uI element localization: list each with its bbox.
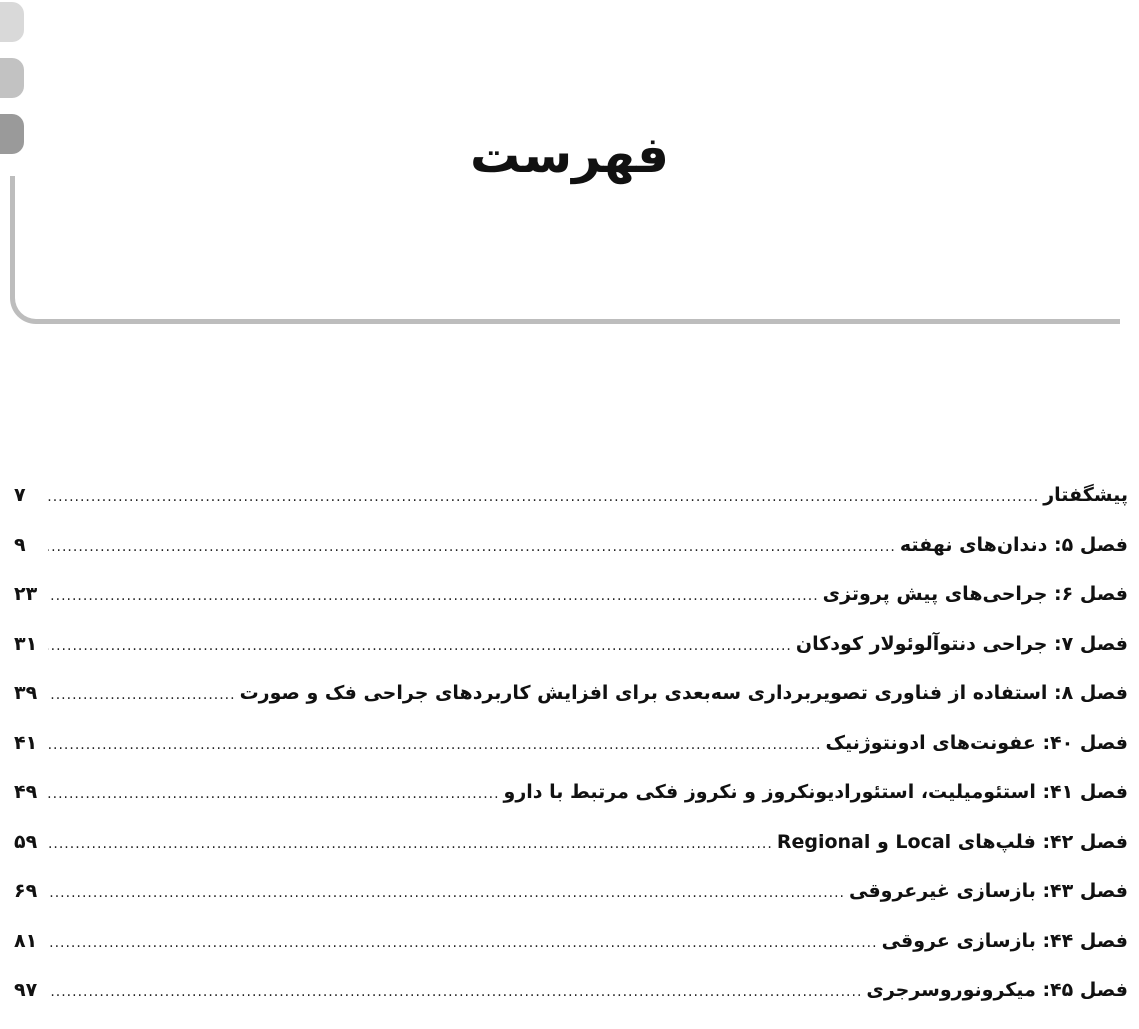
toc-page-number: ۳۱: [14, 632, 38, 655]
decorative-tab: [0, 58, 24, 98]
dot-leader: [48, 935, 878, 951]
toc-page-number: ۲۳: [14, 583, 38, 605]
toc-entry-label: فصل ۴۱: استئومیلیت، استئورادیونکروز و نکروز فکی مرتبط با دارو: [503, 781, 1128, 803]
toc-entry-label: پیشگفتار: [1043, 484, 1128, 506]
toc-entry-label: فصل ۶: جراحی‌های پیش پروتزی: [822, 583, 1128, 605]
toc-entry-label: فصل ۵: دندان‌های نهفته: [899, 533, 1128, 556]
dot-leader: [48, 885, 845, 901]
toc-entry-chapter-45[interactable]: [14, 979, 1128, 1029]
toc-page-number: ۵۹: [14, 830, 38, 853]
toc-entry-chapter-8[interactable]: [14, 682, 1128, 732]
toc-entry-chapter-6[interactable]: [14, 583, 1128, 633]
page-title: فهرست: [470, 126, 669, 184]
toc-entry-label: فصل ۴۲: فلپ‌های Local و Regional: [776, 830, 1128, 853]
toc-page-number: ۳۹: [14, 682, 38, 704]
toc-entry-label: فصل ۴۵: میکرونوروسرجری: [866, 979, 1128, 1001]
toc-entry-label: فصل ۴۴: بازسازی عروقی: [881, 929, 1128, 952]
dot-leader: [48, 836, 773, 852]
dot-leader: [48, 489, 1039, 505]
toc-entry-chapter-7[interactable]: [14, 633, 1128, 683]
toc-page-number: ۹۷: [14, 979, 38, 1001]
toc-entry-preface[interactable]: [14, 484, 1128, 534]
toc-entry-label: فصل ۴۰: عفونت‌های ادونتوژنیک: [825, 731, 1128, 754]
dot-leader: [48, 786, 500, 802]
toc-page-number: ۸۱: [14, 929, 38, 952]
dot-leader: [48, 638, 792, 654]
dot-leader: [48, 588, 819, 604]
decorative-tab: [0, 2, 24, 42]
dot-leader: [48, 737, 822, 753]
dot-leader: [48, 984, 862, 1000]
toc-page-number: ۷: [14, 484, 26, 506]
toc-page-number: ۶۹: [14, 880, 38, 902]
toc-entry-label: فصل ۷: جراحی دنتوآلوئولار کودکان: [795, 632, 1128, 655]
toc-entry-chapter-43[interactable]: [14, 880, 1128, 930]
toc-entry-chapter-41[interactable]: [14, 781, 1128, 831]
dot-leader: [48, 687, 236, 703]
toc-entry-chapter-42[interactable]: [14, 831, 1128, 881]
toc-page-number: ۹: [14, 533, 26, 556]
toc-entry-chapter-5[interactable]: [14, 534, 1128, 584]
toc-page-number: ۴۹: [14, 781, 38, 803]
header-frame: [10, 176, 1120, 324]
toc-entry-label: فصل ۴۳: بازسازی غیرعروقی: [849, 880, 1128, 902]
toc-entry-label: فصل ۸: استفاده از فناوری تصویربرداری سه‌بعدی برای افزایش کاربردهای جراحی فک و صورت: [239, 682, 1128, 704]
dot-leader: [48, 539, 896, 555]
toc-entry-chapter-40[interactable]: [14, 732, 1128, 782]
toc-entry-chapter-44[interactable]: [14, 930, 1128, 980]
toc-page-number: ۴۱: [14, 731, 38, 754]
table-of-contents: [14, 484, 1128, 1029]
